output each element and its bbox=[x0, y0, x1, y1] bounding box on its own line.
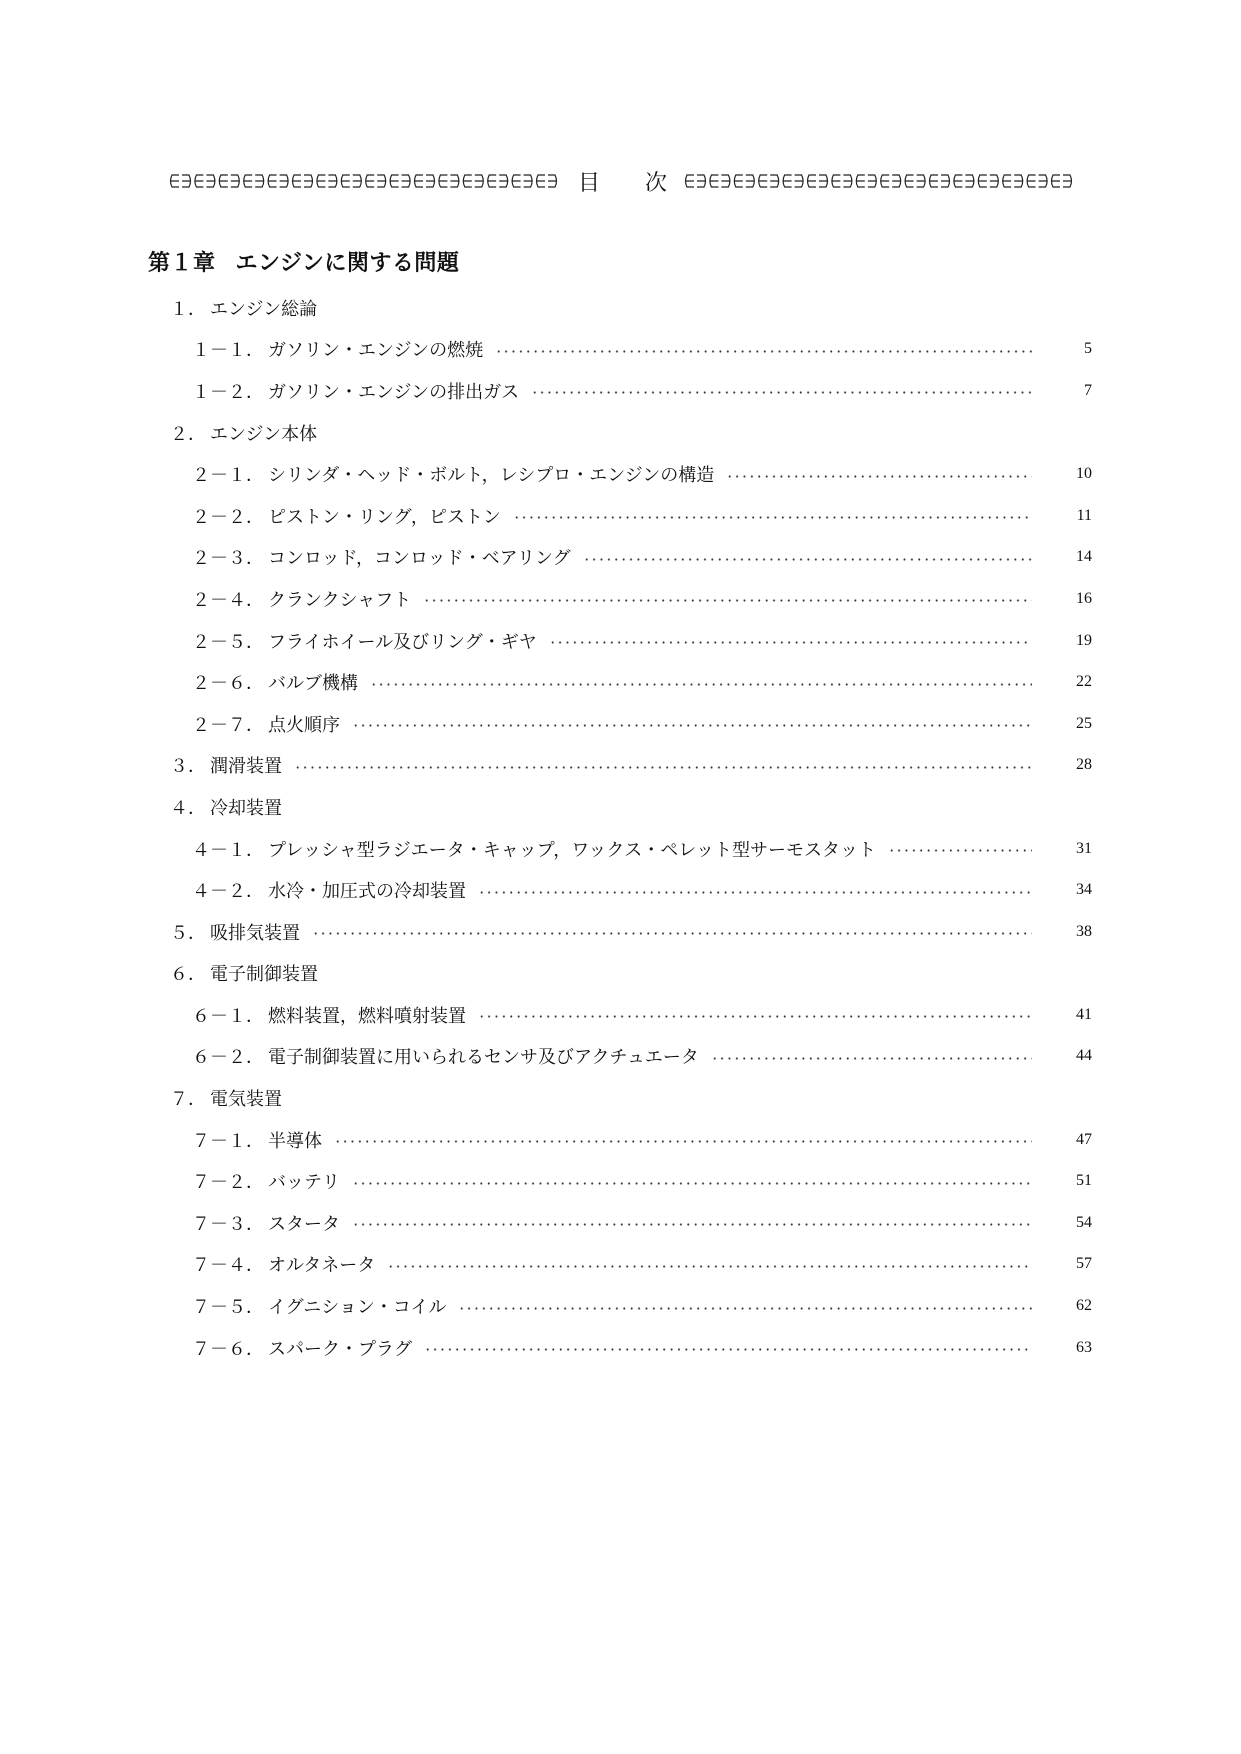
toc-entry-number: ７－２． bbox=[192, 1172, 264, 1194]
toc-entry-title: エンジン総論 bbox=[210, 298, 318, 320]
toc-entry-label bbox=[192, 1251, 375, 1277]
ornament-glyph bbox=[832, 175, 852, 187]
toc-entry-label bbox=[170, 1085, 282, 1111]
ornament-glyph bbox=[1052, 175, 1072, 187]
toc-subsection[interactable] bbox=[170, 994, 1092, 1036]
toc-subsection[interactable] bbox=[170, 869, 1092, 911]
toc-entry-title: 冷却装置 bbox=[210, 797, 282, 819]
page-number: 38 bbox=[1076, 922, 1092, 940]
toc-section[interactable] bbox=[170, 287, 1092, 329]
page-number: 54 bbox=[1076, 1213, 1092, 1231]
dot-leader bbox=[352, 1223, 1032, 1226]
toc-title-char-2: 次 bbox=[645, 170, 669, 196]
toc-entry-number: １－２． bbox=[192, 381, 264, 403]
page-number: 28 bbox=[1076, 756, 1092, 774]
ornament-glyph bbox=[366, 175, 386, 187]
toc-subsection[interactable] bbox=[170, 1327, 1092, 1369]
ornament-glyph bbox=[268, 175, 288, 187]
toc-entry-label bbox=[192, 503, 501, 529]
toc-entry-number: ２－３． bbox=[192, 548, 264, 570]
ornament-glyph bbox=[537, 175, 557, 187]
toc-entry-label bbox=[192, 336, 483, 362]
toc-section[interactable] bbox=[170, 412, 1092, 454]
ornament-glyph bbox=[686, 175, 706, 187]
ornament-glyph bbox=[317, 175, 337, 187]
toc-entry-number: ３． bbox=[170, 756, 206, 778]
toc-subsection[interactable] bbox=[170, 578, 1092, 620]
ornament-glyph bbox=[341, 175, 361, 187]
toc-subsection[interactable] bbox=[170, 703, 1092, 745]
page-number: 19 bbox=[1076, 631, 1092, 649]
page-number: 10 bbox=[1076, 465, 1092, 483]
toc-entry-label bbox=[192, 1127, 322, 1153]
ornament-glyph bbox=[195, 175, 215, 187]
toc-entry-title: プレッシャ型ラジエータ・キャップ，ワックス・ペレット型サーモスタット bbox=[268, 839, 877, 861]
toc-entry-title: 電子制御装置 bbox=[210, 964, 318, 986]
dot-leader bbox=[312, 932, 1032, 935]
toc-entry-number: ７－３． bbox=[192, 1213, 264, 1235]
toc-entry-label bbox=[192, 1168, 340, 1194]
dot-leader bbox=[711, 1057, 1032, 1060]
toc-entry-title: 点火順序 bbox=[268, 714, 340, 736]
toc-entry-number: ２－１． bbox=[192, 465, 264, 487]
toc-title bbox=[578, 166, 668, 197]
toc-entry-label bbox=[170, 295, 317, 321]
ornament-glyph bbox=[954, 175, 974, 187]
toc-entry-number: ７－６． bbox=[192, 1338, 264, 1360]
ornament-glyph bbox=[881, 175, 901, 187]
toc-subsection[interactable] bbox=[170, 661, 1092, 703]
dot-leader bbox=[352, 724, 1032, 727]
toc-section[interactable] bbox=[170, 745, 1092, 787]
toc-entry-number: １． bbox=[170, 298, 206, 320]
page-number: 34 bbox=[1076, 881, 1092, 899]
toc-entry-title: シリンダ・ヘッド・ボルト，レシプロ・エンジンの構造 bbox=[268, 465, 715, 487]
toc-entry-number: ４． bbox=[170, 797, 206, 819]
toc-entry-label bbox=[192, 1335, 412, 1361]
toc-entry-title: クランクシャフト bbox=[268, 589, 412, 611]
toc-entry-number: ２－４． bbox=[192, 589, 264, 611]
toc-entry-label bbox=[170, 752, 282, 778]
ornament-glyph bbox=[171, 175, 191, 187]
chapter-name: エンジンに関する問題 bbox=[235, 251, 460, 276]
toc-entry-number: ６－２． bbox=[192, 1047, 264, 1069]
ornament-glyph bbox=[1027, 175, 1047, 187]
toc-entry-label bbox=[192, 461, 714, 487]
toc-entry-title: オルタネータ bbox=[268, 1255, 376, 1277]
toc-entry-title: 吸排気装置 bbox=[210, 922, 300, 944]
dot-leader bbox=[513, 516, 1032, 519]
dot-leader bbox=[334, 1140, 1032, 1143]
dot-leader bbox=[458, 1307, 1032, 1310]
page-number: 63 bbox=[1076, 1338, 1092, 1356]
toc-entry-title: ピストン・リング，ピストン bbox=[268, 506, 501, 528]
toc-entry-number: ４－１． bbox=[192, 839, 264, 861]
dot-leader bbox=[531, 391, 1032, 394]
page-number: 14 bbox=[1076, 548, 1092, 566]
toc-entry-title: 電気装置 bbox=[210, 1089, 282, 1111]
page-number: 16 bbox=[1076, 589, 1092, 607]
ornament-glyph bbox=[978, 175, 998, 187]
toc-entry-label bbox=[192, 711, 340, 737]
toc-subsection[interactable] bbox=[170, 329, 1092, 371]
toc-entry-label bbox=[192, 877, 466, 903]
toc-entry-number: ４－２． bbox=[192, 881, 264, 903]
toc-entry-label bbox=[170, 919, 300, 945]
toc-entry-title: イグニション・コイル bbox=[268, 1297, 447, 1319]
dot-leader bbox=[294, 766, 1032, 769]
toc-entry-label bbox=[192, 1293, 446, 1319]
page-number: 25 bbox=[1076, 714, 1092, 732]
ornament-glyph bbox=[463, 175, 483, 187]
page-number: 44 bbox=[1076, 1047, 1092, 1065]
dot-leader bbox=[726, 475, 1032, 478]
ornament-glyph bbox=[488, 175, 508, 187]
toc-subsection[interactable] bbox=[170, 1202, 1092, 1244]
toc-subsection[interactable] bbox=[170, 1036, 1092, 1078]
toc-entry-number: ６． bbox=[170, 964, 206, 986]
toc-entry-number: ５． bbox=[170, 922, 206, 944]
dot-leader bbox=[549, 641, 1032, 644]
toc-entry-label bbox=[192, 669, 358, 695]
toc-subsection[interactable] bbox=[170, 453, 1092, 495]
ornament-glyph bbox=[930, 175, 950, 187]
toc-entry-title: コンロッド，コンロッド・ベアリング bbox=[268, 548, 571, 570]
toc-section[interactable] bbox=[170, 1077, 1092, 1119]
ornament-glyph bbox=[856, 175, 876, 187]
toc-entry-title: ガソリン・エンジンの排出ガス bbox=[268, 381, 520, 403]
toc-list bbox=[170, 287, 1092, 1368]
dot-leader bbox=[478, 1015, 1032, 1018]
dot-leader bbox=[478, 891, 1032, 894]
toc-entry-number: ２－２． bbox=[192, 506, 264, 528]
toc-subsection[interactable] bbox=[170, 828, 1092, 870]
toc-entry-label bbox=[170, 960, 318, 986]
ornament-right bbox=[683, 173, 1078, 189]
toc-entry-title: スパーク・プラグ bbox=[268, 1338, 412, 1360]
toc-entry-title: フライホイール及びリング・ギヤ bbox=[268, 631, 537, 653]
ornament-glyph bbox=[512, 175, 532, 187]
toc-subsection[interactable] bbox=[170, 1244, 1092, 1286]
toc-entry-title: 燃料装置，燃料噴射装置 bbox=[268, 1005, 466, 1027]
toc-entry-title: ガソリン・エンジンの燃焼 bbox=[268, 340, 484, 362]
toc-entry-label bbox=[192, 1043, 699, 1069]
dot-leader bbox=[352, 1182, 1032, 1185]
ornament-glyph bbox=[244, 175, 264, 187]
page-number: 62 bbox=[1076, 1297, 1092, 1315]
page-number: 51 bbox=[1076, 1172, 1092, 1190]
page-number: 7 bbox=[1084, 381, 1092, 399]
toc-entry-number: ７． bbox=[170, 1089, 206, 1111]
dot-leader bbox=[387, 1265, 1032, 1268]
toc-entry-title: 電子制御装置に用いられるセンサ及びアクチュエータ bbox=[268, 1047, 699, 1069]
toc-entry-label bbox=[192, 1210, 340, 1236]
ornament-glyph bbox=[808, 175, 828, 187]
toc-entry-label bbox=[192, 836, 876, 862]
dot-leader bbox=[423, 599, 1032, 602]
chapter-title bbox=[148, 246, 459, 277]
toc-entry-label bbox=[192, 586, 411, 612]
ornament-glyph bbox=[1003, 175, 1023, 187]
page-number: 31 bbox=[1076, 839, 1092, 857]
ornament-glyph bbox=[390, 175, 410, 187]
toc-section[interactable] bbox=[170, 786, 1092, 828]
toc-entry-label bbox=[192, 628, 537, 654]
dot-leader bbox=[424, 1348, 1032, 1351]
ornament-glyph bbox=[219, 175, 239, 187]
toc-entry-number: ２． bbox=[170, 423, 206, 445]
toc-subsection[interactable] bbox=[170, 620, 1092, 662]
ornament-glyph bbox=[905, 175, 925, 187]
toc-entry-title: 水冷・加圧式の冷却装置 bbox=[268, 881, 466, 903]
toc-entry-number: ２－７． bbox=[192, 714, 264, 736]
toc-subsection[interactable] bbox=[170, 495, 1092, 537]
toc-header bbox=[168, 164, 1078, 198]
toc-entry-label bbox=[192, 1002, 466, 1028]
page-number: 57 bbox=[1076, 1255, 1092, 1273]
ornament-glyph bbox=[415, 175, 435, 187]
ornament-glyph bbox=[759, 175, 779, 187]
dot-leader bbox=[370, 683, 1032, 686]
toc-subsection[interactable] bbox=[170, 370, 1092, 412]
toc-section[interactable] bbox=[170, 953, 1092, 995]
toc-entry-title: バルブ機構 bbox=[268, 673, 358, 695]
page-number: 47 bbox=[1076, 1130, 1092, 1148]
page-number: 11 bbox=[1076, 506, 1092, 524]
dot-leader bbox=[495, 350, 1032, 353]
toc-title-char-1: 目 bbox=[577, 170, 601, 196]
ornament-left bbox=[168, 173, 563, 189]
toc-entry-title: バッテリ bbox=[268, 1172, 340, 1194]
ornament-glyph bbox=[710, 175, 730, 187]
ornament-glyph bbox=[439, 175, 459, 187]
page-number: 41 bbox=[1076, 1005, 1092, 1023]
toc-section[interactable] bbox=[170, 911, 1092, 953]
toc-entry-label bbox=[192, 378, 519, 404]
dot-leader bbox=[888, 849, 1032, 852]
toc-entry-number: ２－５． bbox=[192, 631, 264, 653]
toc-entry-title: スタータ bbox=[268, 1213, 340, 1235]
toc-entry-number: １－１． bbox=[192, 340, 264, 362]
toc-entry-title: 潤滑装置 bbox=[210, 756, 282, 778]
toc-entry-title: 半導体 bbox=[268, 1130, 322, 1152]
toc-subsection[interactable] bbox=[170, 1119, 1092, 1161]
ornament-glyph bbox=[734, 175, 754, 187]
toc-entry-label bbox=[192, 544, 571, 570]
toc-entry-number: ２－６． bbox=[192, 673, 264, 695]
toc-entry-number: ６－１． bbox=[192, 1005, 264, 1027]
toc-subsection[interactable] bbox=[170, 1160, 1092, 1202]
toc-subsection[interactable] bbox=[170, 537, 1092, 579]
toc-entry-title: エンジン本体 bbox=[210, 423, 318, 445]
ornament-glyph bbox=[293, 175, 313, 187]
toc-entry-number: ７－４． bbox=[192, 1255, 264, 1277]
dot-leader bbox=[583, 558, 1032, 561]
toc-entry-number: ７－１． bbox=[192, 1130, 264, 1152]
page-number: 5 bbox=[1084, 340, 1092, 358]
chapter-number: 第１章 bbox=[148, 251, 216, 276]
toc-entry-label bbox=[170, 794, 282, 820]
ornament-glyph bbox=[783, 175, 803, 187]
toc-entry-number: ７－５． bbox=[192, 1297, 264, 1319]
page-number: 22 bbox=[1076, 673, 1092, 691]
toc-entry-label bbox=[170, 420, 317, 446]
toc-subsection[interactable] bbox=[170, 1285, 1092, 1327]
